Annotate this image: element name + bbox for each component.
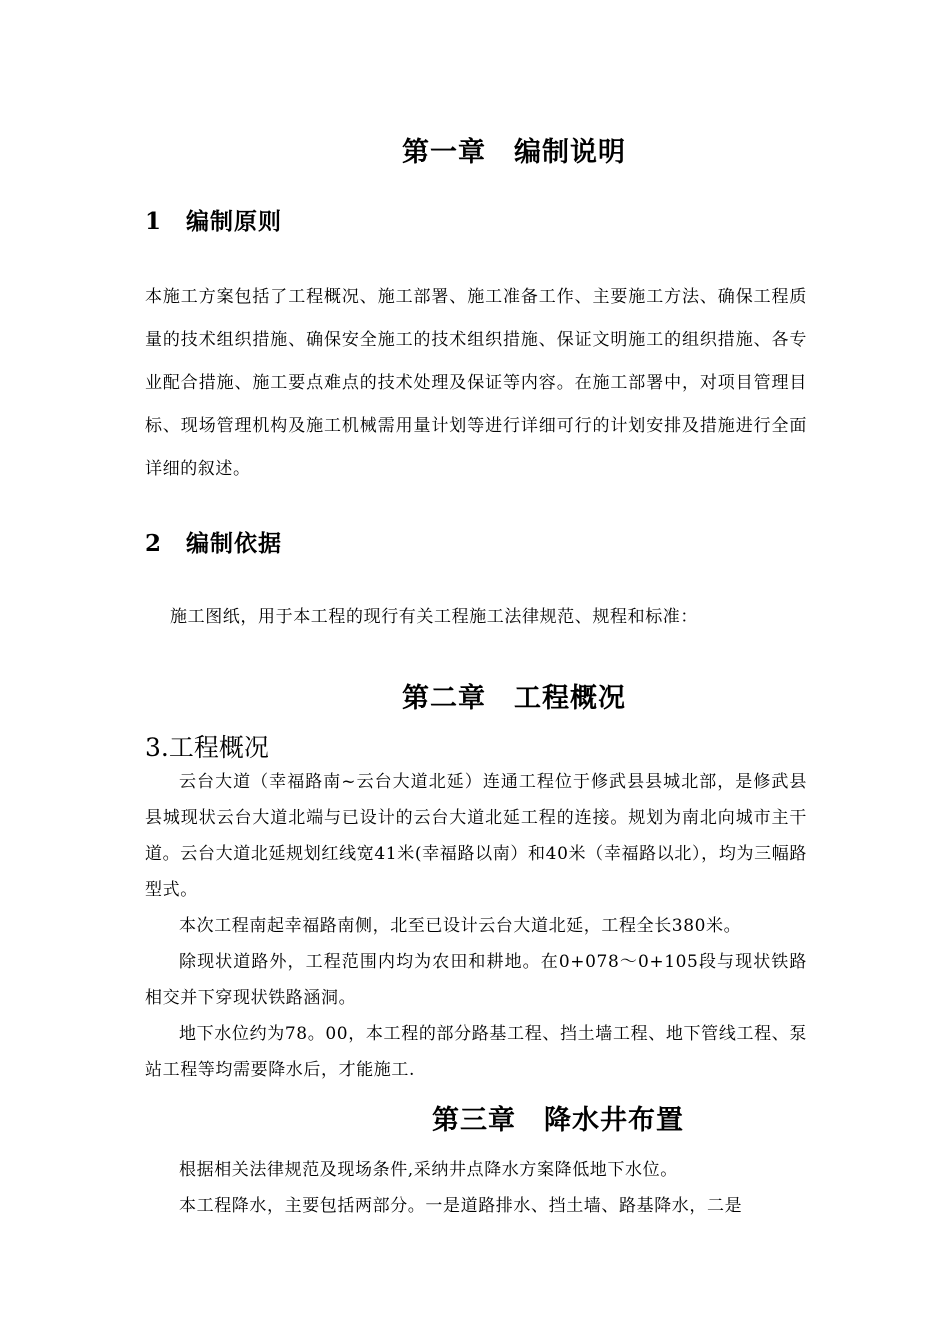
chapter-3-body	[145, 1152, 807, 1224]
section-1-paragraph: 本施工方案包括了工程概况、施工部署、施工准备工作、主要施工方法、确保工程质量的技术组织措施、确保安全施工的技术组织措施、保证文明施工的组织措施、各专业配合措施、施工要点难点的技术处理及保证等内容。在施工部署中，对项目管理目标、现场管理机构及施工机械需用量计划等进行详细可行的计划安排及措施进行全面详细的叙述。	[145, 287, 807, 479]
chapter-3-title: 第三章 降水井布置	[432, 1105, 684, 1136]
overview-paragraph-1: 云台大道（幸福路南~云台大道北延）连通工程位于修武县县城北部，是修武县县城现状云台大道北端与已设计的云台大道北延工程的连接。规划为南北向城市主干道。云台大道北延规划红线宽41米(幸福路以南）和40米（幸福路以北），均为三幅路型式。	[145, 772, 807, 900]
section-1-heading: 1 编制原则	[145, 208, 283, 235]
chapter-1-title: 第一章 编制说明	[402, 137, 626, 168]
dewatering-paragraph-2: 本工程降水，主要包括两部分。一是道路排水、挡土墙、路基降水，二是	[179, 1196, 743, 1216]
dewatering-paragraph-1: 根据相关法律规范及现场条件,采纳井点降水方案降低地下水位。	[179, 1160, 678, 1180]
section-3-heading: 3.工程概况	[145, 733, 269, 762]
section-3-body	[145, 764, 807, 1088]
chapter-2-title: 第二章 工程概况	[402, 683, 626, 714]
overview-paragraph-3: 除现状道路外，工程范围内均为农田和耕地。在0+078～0+105段与现状铁路相交并下穿现状铁路涵洞。	[145, 952, 807, 1008]
section-2-paragraph: 施工图纸，用于本工程的现行有关工程施工法律规范、规程和标准：	[170, 607, 698, 627]
overview-paragraph-4: 地下水位约为78。00，本工程的部分路基工程、挡土墙工程、地下管线工程、泵站工程等均需要降水后，才能施工.	[145, 1024, 807, 1080]
overview-paragraph-2: 本次工程南起幸福路南侧，北至已设计云台大道北延，工程全长380米。	[179, 916, 742, 936]
section-2-heading: 2 编制依据	[145, 530, 283, 557]
